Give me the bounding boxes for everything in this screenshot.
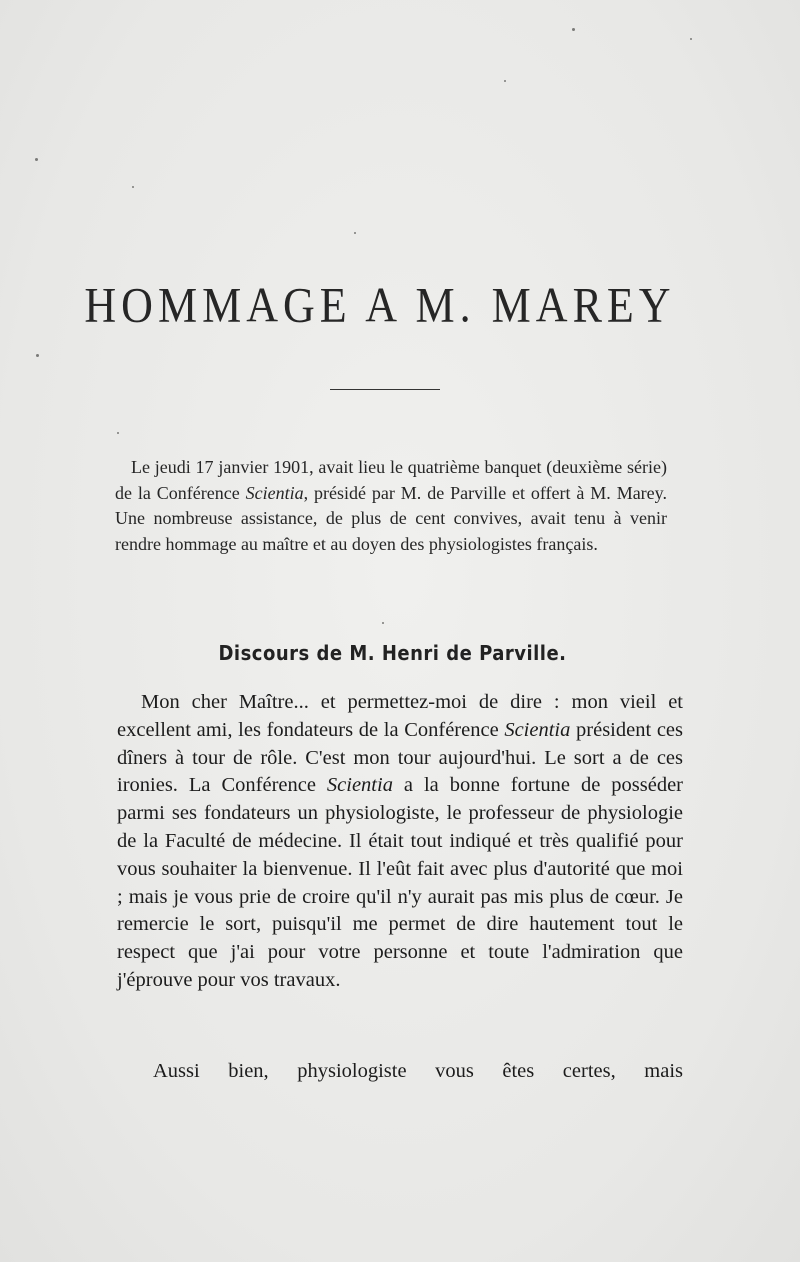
print-speck bbox=[504, 80, 506, 82]
print-speck bbox=[132, 186, 134, 188]
speech-paragraph-2 bbox=[117, 1058, 683, 1086]
title-rule bbox=[330, 389, 440, 390]
print-speck bbox=[572, 28, 575, 31]
print-speck bbox=[382, 622, 384, 624]
intro-paragraph bbox=[115, 455, 667, 557]
intro-text-rest: , présidé par M. de Parville et offert à M. Marey. Une nombreuse assistance, de plus de cent convives, avait tenu à venir rendre hommage au maître et au doyen des physiologistes français. bbox=[115, 482, 667, 554]
print-speck bbox=[354, 232, 356, 234]
speech-heading bbox=[120, 641, 665, 665]
speech-italic-1: Scientia bbox=[504, 718, 571, 741]
speech-text-b: président ces dîners à tour de rôle. C'est mon tour aujourd'hui. Le sort a de ces ironies. La Conférence bbox=[117, 718, 683, 797]
intro-italic: Scientia bbox=[245, 482, 304, 503]
speech-heading-text: Discours de M. Henri de Parville. bbox=[218, 641, 567, 665]
speech-text-c: a la bonne fortune de posséder parmi ses fondateurs un physiologiste, le professeur de physiologie de la Faculté de médecine. Il était tout indiqué et très qualifié pour vous souhaiter la bienvenue. Il l'eût fait avec plus d'autorité que moi ; mais je vous prie de croire qu'il n'y aurait pas mis plus de cœur. Je remercie le sort, puisqu'il me permet de dire hautement tout le respect que j'ai pour votre personne et toute l'admiration que j'éprouve pour vos travaux. bbox=[117, 774, 683, 991]
intro-text: Le jeudi 17 janvier 1901, avait lieu le quatrième banquet (deuxième série) de la Conférence bbox=[115, 457, 667, 503]
print-speck bbox=[117, 432, 119, 434]
print-speck bbox=[36, 354, 39, 357]
print-speck bbox=[690, 38, 692, 40]
speech-italic-2: Scientia bbox=[326, 774, 393, 797]
chapter-title: HOMMAGE A M. MAREY bbox=[84, 278, 676, 333]
print-speck bbox=[35, 158, 38, 161]
speech-text-a: Mon cher Maître... et permettez-moi de dire : mon vieil et excellent ami, les fondateurs de la Conférence bbox=[117, 691, 683, 741]
speech-text-p2: Aussi bien, physiologiste vous êtes certes, mais bbox=[153, 1060, 683, 1082]
speech-paragraph-1 bbox=[117, 689, 683, 995]
